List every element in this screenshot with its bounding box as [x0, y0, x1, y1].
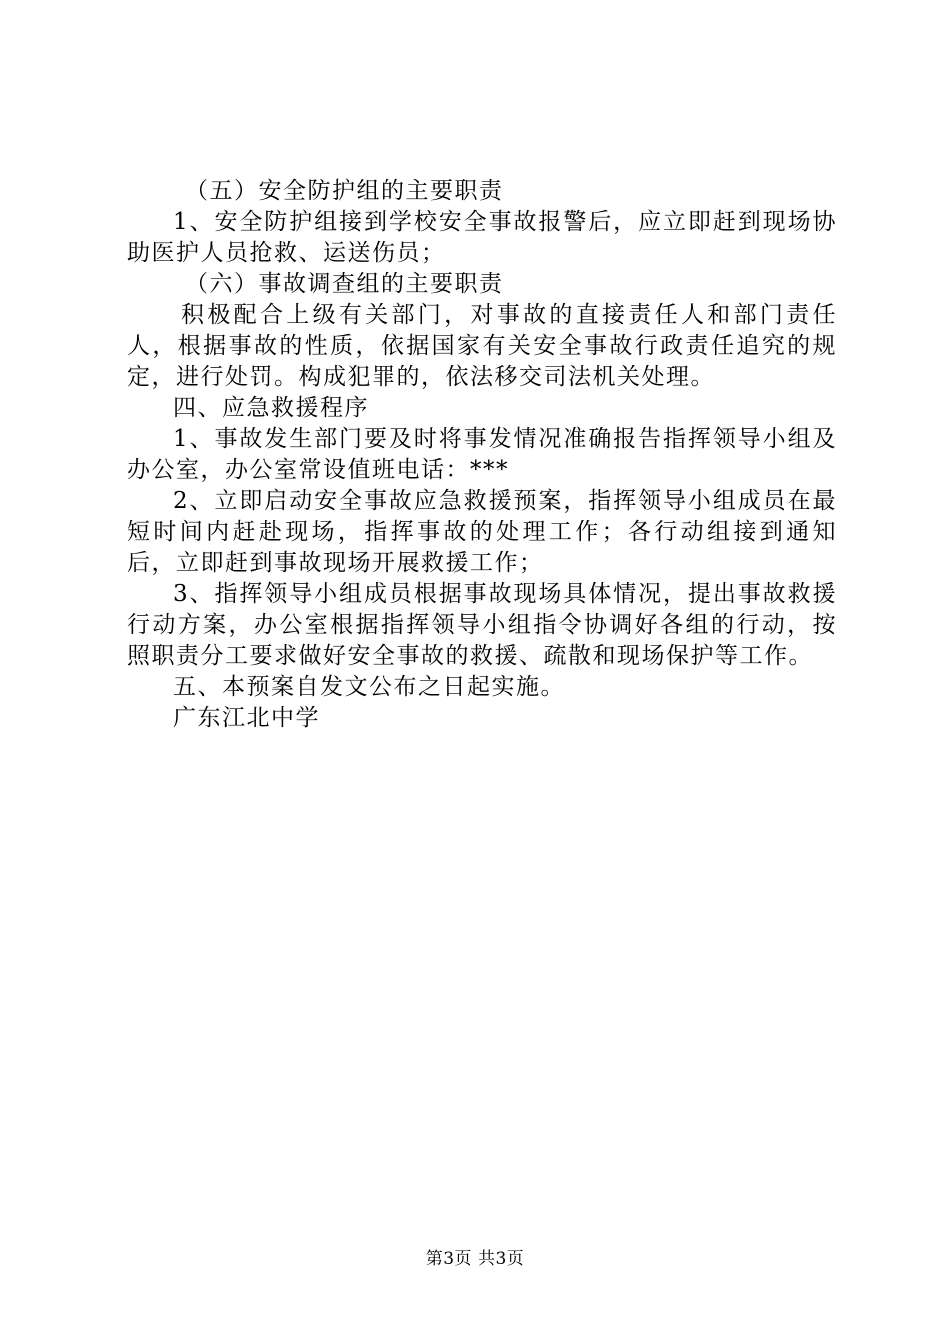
- paragraph-procedure-step-2: 2、立即启动安全事故应急救援预案，指挥领导小组成员在最短时间内赶赴现场，指挥事故的处理工作；各行动组接到通知后，立即赶到事故现场开展救援工作；: [127, 488, 837, 576]
- section-heading-safety-protection: （五）安全防护组的主要职责: [185, 178, 504, 204]
- paragraph-investigation-duty: 积极配合上级有关部门，对事故的直接责任人和部门责任人，根据事故的性质，依据国家有关安全事故行政责任追究的规定，进行处罚。构成犯罪的，依法移交司法机关处理。: [127, 302, 837, 390]
- page-footer: [0, 1244, 950, 1269]
- signature-school-name: 广东江北中学: [173, 705, 320, 731]
- paragraph-safety-protection-duty: 1、安全防护组接到学校安全事故报警后，应立即赶到现场协助医护人员抢救、运送伤员；: [127, 209, 837, 266]
- paragraph-procedure-step-1: 1、事故发生部门要及时将事发情况准确报告指挥领导小组及办公室，办公室常设值班电话：***: [127, 426, 837, 483]
- page-number-indicator: 第3页 共3页: [425, 1249, 525, 1269]
- section-heading-effective-date: 五、本预案自发文公布之日起实施。: [173, 674, 565, 700]
- section-heading-accident-investigation: （六）事故调查组的主要职责: [185, 271, 504, 297]
- section-heading-emergency-procedure: 四、应急救援程序: [173, 395, 369, 421]
- document-body: [127, 176, 837, 734]
- paragraph-procedure-step-3: 3、指挥领导小组成员根据事故现场具体情况，提出事故救援行动方案，办公室根据指挥领导小组指令协调好各组的行动，按照职责分工要求做好安全事故的救援、疏散和现场保护等工作。: [127, 581, 837, 669]
